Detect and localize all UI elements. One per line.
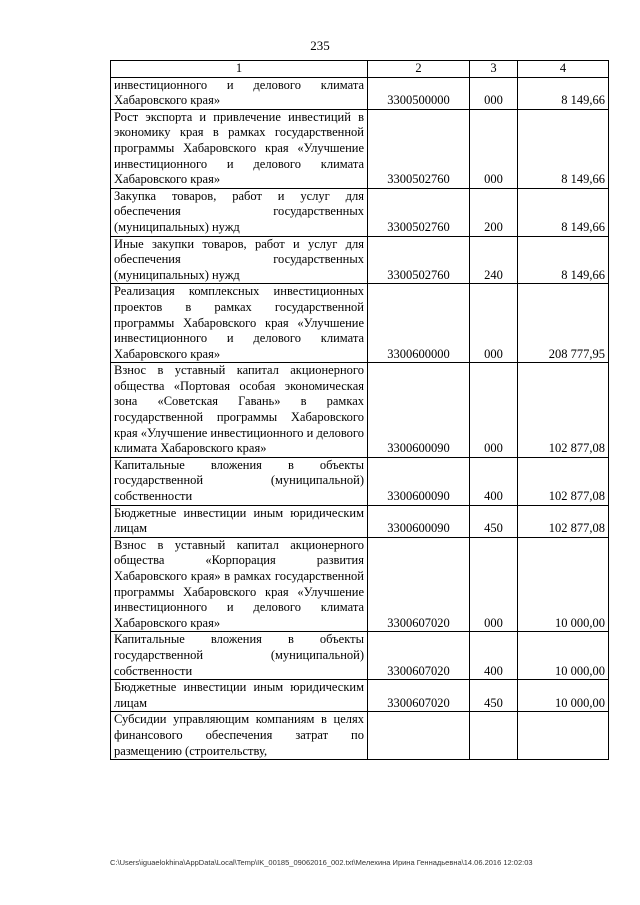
row-type-cell: 400 (470, 632, 518, 680)
row-amount-cell: 102 877,08 (518, 505, 609, 537)
row-type-cell: 000 (470, 77, 518, 109)
file-path-footer: C:\Users\iguaelokhina\AppData\Local\Temp\IK_00185_09062016_002.txt\Мелехина Ирина Геннадьевна\14.06.2016 12:02:03 (110, 858, 533, 867)
row-name-cell: Субсидии управляющим компаниям в целях финансового обеспечения затрат по размещению (строительству, (111, 712, 368, 760)
row-name-cell: Иные закупки товаров, работ и услуг для обеспечения государственных (муниципальных) нужд (111, 236, 368, 284)
row-code-cell (368, 712, 470, 760)
row-code-cell: 3300607020 (368, 537, 470, 632)
table-row (111, 537, 609, 632)
row-name-cell: Взнос в уставный капитал акционерного общества «Корпорация развития Хабаровского края» в рамках государственной программы Хабаровского края «Улучшение инвестиционного и делового климата Хабаровского края» (111, 537, 368, 632)
row-type-cell: 400 (470, 457, 518, 505)
row-code-cell: 3300600090 (368, 505, 470, 537)
row-amount-cell (518, 712, 609, 760)
row-code-cell: 3300500000 (368, 77, 470, 109)
table-row (111, 632, 609, 680)
header-row (111, 61, 609, 78)
table-row (111, 363, 609, 458)
header-col-3: 3 (470, 61, 518, 78)
row-name-cell: Капитальные вложения в объекты государственной (муниципальной) собственности (111, 632, 368, 680)
row-name-cell: Бюджетные инвестиции иным юридическим лицам (111, 680, 368, 712)
row-amount-cell: 8 149,66 (518, 77, 609, 109)
row-code-cell: 3300502760 (368, 109, 470, 188)
row-type-cell: 000 (470, 109, 518, 188)
row-amount-cell: 10 000,00 (518, 680, 609, 712)
row-type-cell: 000 (470, 284, 518, 363)
table-row (111, 109, 609, 188)
table-row (111, 284, 609, 363)
row-type-cell: 450 (470, 680, 518, 712)
row-code-cell: 3300607020 (368, 632, 470, 680)
row-amount-cell: 8 149,66 (518, 188, 609, 236)
row-amount-cell: 8 149,66 (518, 109, 609, 188)
row-type-cell: 200 (470, 188, 518, 236)
table-row (111, 457, 609, 505)
table-row (111, 712, 609, 760)
row-code-cell: 3300607020 (368, 680, 470, 712)
row-type-cell: 000 (470, 537, 518, 632)
row-amount-cell: 102 877,08 (518, 457, 609, 505)
row-type-cell (470, 712, 518, 760)
table-row (111, 77, 609, 109)
row-amount-cell: 10 000,00 (518, 632, 609, 680)
budget-table (110, 60, 609, 760)
table-row (111, 188, 609, 236)
row-name-cell: Реализация комплексных инвестиционных проектов в рамках государственной программы Хабаровского края «Улучшение инвестиционного и делового климата Хабаровского края» (111, 284, 368, 363)
row-code-cell: 3300502760 (368, 188, 470, 236)
header-col-1: 1 (111, 61, 368, 78)
row-name-cell: Капитальные вложения в объекты государственной (муниципальной) собственности (111, 457, 368, 505)
row-amount-cell: 208 777,95 (518, 284, 609, 363)
row-name-cell: Взнос в уставный капитал акционерного общества «Портовая особая экономическая зона «Советская Гавань» в рамках государственной программы Хабаровского края «Улучшение инвестиционного и делового климата Хабаровского края» (111, 363, 368, 458)
header-col-4: 4 (518, 61, 609, 78)
row-code-cell: 3300600000 (368, 284, 470, 363)
row-code-cell: 3300502760 (368, 236, 470, 284)
row-type-cell: 240 (470, 236, 518, 284)
row-name-cell: Рост экспорта и привлечение инвестиций в экономику края в рамках государственной программы Хабаровского края «Улучшение инвестиционного и делового климата Хабаровского края» (111, 109, 368, 188)
row-name-cell: Закупка товаров, работ и услуг для обеспечения государственных (муниципальных) нужд (111, 188, 368, 236)
row-name-cell: инвестиционного и делового климата Хабаровского края» (111, 77, 368, 109)
row-type-cell: 000 (470, 363, 518, 458)
row-amount-cell: 8 149,66 (518, 236, 609, 284)
table-row (111, 680, 609, 712)
page-number: 235 (310, 38, 330, 53)
table-row (111, 505, 609, 537)
row-amount-cell: 102 877,08 (518, 363, 609, 458)
row-code-cell: 3300600090 (368, 363, 470, 458)
row-type-cell: 450 (470, 505, 518, 537)
row-name-cell: Бюджетные инвестиции иным юридическим лицам (111, 505, 368, 537)
row-code-cell: 3300600090 (368, 457, 470, 505)
row-amount-cell: 10 000,00 (518, 537, 609, 632)
header-col-2: 2 (368, 61, 470, 78)
table-row (111, 236, 609, 284)
